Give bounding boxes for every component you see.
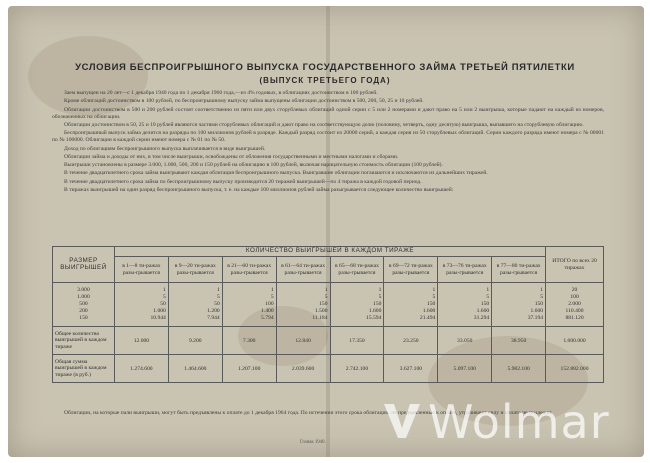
sum-value: 1.207.100: [222, 355, 276, 383]
sum-total: 152.882.000: [546, 355, 604, 383]
conditions-text: [52, 90, 604, 195]
period-header: в 61—64 ти-ражах разы-грывается: [276, 257, 330, 283]
cell-value: 1.600: [530, 308, 544, 315]
cell-value: 150: [319, 300, 328, 307]
count-value: 23.250: [384, 327, 438, 355]
total-header: ИТОГО по всех 20 тиражах: [546, 247, 604, 283]
cell-value: 150: [534, 300, 544, 307]
cell-value: 15.594: [366, 315, 382, 322]
count-value: 33.050: [438, 327, 492, 355]
period-values-cell: [438, 283, 492, 327]
cell-value: 5: [324, 293, 328, 300]
document-title: УСЛОВИЯ БЕСПРОИГРЫШНОГО ВЫПУСКА ГОСУДАРСТВЕННОГО ЗАЙМА ТРЕТЬЕЙ ПЯТИЛЕТКИ: [75, 62, 575, 73]
cell-value: 1: [378, 286, 382, 293]
cell-value: 50: [160, 300, 166, 307]
prize-sizes-cell: [53, 283, 115, 327]
prize-size: 150: [79, 315, 88, 322]
cell-value: 1.600: [476, 308, 490, 315]
sum-label: Общая сумма выигрышей в каждом тираже (в руб.): [53, 355, 115, 383]
cell-value: 1.400: [261, 308, 274, 315]
sum-value: 2.742.100: [330, 355, 384, 383]
paragraph: Доход по облигациям беспроигрышного выпуска выплачивается в виде выигрышей.: [64, 145, 266, 152]
count-value: 9.200: [168, 327, 222, 355]
cell-value: 150: [480, 300, 490, 307]
count-value: 17.350: [330, 327, 384, 355]
paragraph: Беспроигрышный выпуск займа делится на разряды по 100 миллионов рублей в разряде. Каждый разряд состоит из 20000 серий, а каждая серия из 50 сторублевых облигаций. Серии каждого разряда имеют номера с № 00001 по № 100000. Облигации в каждой серии имеют номера с № 01 по № 50.: [52, 130, 604, 144]
period-header: в 1—8 ти-ражах разы-грывается: [114, 257, 168, 283]
period-header: в 69—72 ти-ражах разы-грывается: [384, 257, 438, 283]
paragraph: Облигации достоинством в 50, 25 и 10 рублей являются частями сторублевых облигаций и дают право на соответствующую долю (половину, четверть, одну десятую) выигрыша, выпавшего на сторублевую облигацию.: [64, 121, 584, 128]
cell-value: 21.494: [419, 315, 436, 322]
bond-sheet: [8, 6, 644, 457]
prize-count-header: КОЛИЧЕСТВО ВЫИГРЫШЕЙ В КАЖДОМ ТИРАЖЕ: [114, 247, 545, 257]
count-value: 38.950: [492, 327, 546, 355]
cell-value: 1.200: [207, 308, 220, 315]
cell-value: 5: [216, 293, 220, 300]
cell-value: 31.294: [473, 315, 490, 322]
period-header: в 9—20 ти-ражах разы-грывается: [168, 257, 222, 283]
cell-value: 1: [163, 286, 166, 293]
sum-value: 1.274.600: [114, 355, 168, 383]
count-total: 1.000.000: [546, 327, 604, 355]
period-values-cell: [168, 283, 222, 327]
cell-value: 20: [571, 286, 578, 293]
cell-value: 11.184: [312, 315, 328, 322]
count-label: Общее количество выигрышей в каждом тираже: [53, 327, 115, 355]
period-values-cell: [492, 283, 546, 327]
period-header: в 73—76 ти-ражах разы-грывается: [438, 257, 492, 283]
cell-value: 150: [373, 300, 382, 307]
cell-value: 1.000: [153, 308, 166, 315]
period-values-cell: [222, 283, 276, 327]
prize-size-header: РАЗМЕР ВЫИГРЫШЕЙ: [53, 247, 115, 283]
prize-size: 500: [79, 300, 88, 307]
period-header: в 65—68 ти-ражах разы-грывается: [330, 257, 384, 283]
period-values-cell: [114, 283, 168, 327]
printer-mark: Гознак 1940.: [300, 440, 326, 445]
cell-value: 5: [163, 293, 166, 300]
cell-value: 100: [265, 300, 274, 307]
cell-value: 5: [540, 293, 544, 300]
cell-value: 2.000: [568, 300, 581, 307]
sum-row: [53, 355, 604, 383]
paragraph: Облигации займа и доходы от них, в том числе выигрыши, освобождены от обложения государственными и местными налогами и сборами.: [64, 153, 399, 160]
period-values-cell: [384, 283, 438, 327]
document-subtitle: (ВЫПУСК ТРЕТЬЕГО ГОДА): [259, 76, 391, 85]
cell-value: 1: [540, 286, 544, 293]
prize-size: 3.000: [77, 286, 90, 293]
count-row: [53, 327, 604, 355]
cell-value: 37.194: [527, 315, 544, 322]
center-fold: [326, 6, 330, 457]
prize-table: [52, 246, 604, 383]
footnote: Облигации, на которые пали выигрыши, могут быть предъявлены к оплате до 1 декабря 1964 года. По истечении этого срока облигации, не предъявленные к оплате, утрачивают силу и оплате не подлежат.: [64, 410, 553, 416]
prize-size: 1.000: [77, 293, 90, 300]
paragraph: Выигрыши установлены в размере 3.000, 1.000, 500, 200 и 150 рублей на облигацию в 100 рублей, включая нарицательную стоимость облигации (100 рублей).: [64, 162, 443, 169]
cell-value: 5: [486, 293, 490, 300]
sum-value: 2.039.600: [276, 355, 330, 383]
cell-value: 5.794: [261, 315, 274, 322]
cell-value: 1: [432, 286, 436, 293]
paragraph: В течение двадцатилетнего срока займа выигрывают каждая облигация беспроигрышного выпуска. Выигравшие облигации погашаются и исключаются из дальнейших тиражей.: [64, 170, 488, 177]
cell-value: 7.944: [207, 315, 220, 322]
paragraph: В тиражах выигрышей на один разряд беспроигрышного выпуска, т. е. на каждые 100 миллионов рублей займа разыгрывается следующее количество выигрышей:: [64, 187, 454, 193]
cell-value: 1: [270, 286, 274, 293]
prize-values-row: [53, 283, 604, 327]
sum-value: 5.097.100: [438, 355, 492, 383]
cell-value: 50: [214, 300, 220, 307]
sum-value: 5.982.100: [492, 355, 546, 383]
period-values-cell: [330, 283, 384, 327]
paragraph: Кроме облигаций достоинством в 100 рублей, по беспроигрышному выпуску займа выпущены облигации достоинством в 500, 200, 50, 25 и 10 рублей.: [64, 98, 424, 105]
paragraph: В течение двадцатилетнего срока займа по беспроигрышному выпуску производится 20 тиражей выигрышей—по 4 тиража в каждой годовой период.: [64, 178, 422, 185]
cell-value: 881.120: [565, 315, 584, 322]
cell-value: 1.500: [314, 308, 328, 315]
cell-value: 1: [324, 286, 328, 293]
period-header: в 21—60 ти-ражах разы-грывается: [222, 257, 276, 283]
paragraph: Заем выпущен на 20 лет—с 1 декабря 1940 года по 1 декабря 1960 года,—из 4% годовых, в облигациях достоинством в 100 рублей.: [64, 90, 378, 96]
cell-value: 150: [426, 300, 436, 307]
period-values-cell: [276, 283, 330, 327]
cell-value: 5: [270, 293, 274, 300]
cell-value: 5: [378, 293, 382, 300]
sum-value: 3.627.100: [384, 355, 438, 383]
count-value: 7.300: [222, 327, 276, 355]
cell-value: 5: [432, 293, 436, 300]
cell-value: 1: [216, 286, 220, 293]
cell-value: 1.600: [368, 308, 382, 315]
cell-value: 1: [486, 286, 490, 293]
cell-value: 110.400: [565, 308, 584, 315]
period-header: в 77—80 ти-ражах разы-грывается: [492, 257, 546, 283]
sum-value: 1.464.600: [168, 355, 222, 383]
watermark-text: Wolmar: [428, 395, 610, 449]
count-value: 12.840: [276, 327, 330, 355]
paragraph: Облигации достоинством в 500 и 200 рублей состоят соответственно из пяти или двух сторублевых облигаций одной серии с 5 или 2 номерами и дают право на 5 или 2 выигрыша, которые падают на каждый из номеров, обозначенных на облигации.: [52, 106, 604, 120]
wolmar-logo-icon: [380, 398, 424, 442]
cell-value: 10.944: [150, 315, 166, 322]
count-value: 12.000: [114, 327, 168, 355]
prize-size: 200: [79, 308, 88, 315]
total-values-cell: [546, 283, 604, 327]
cell-value: 100: [570, 293, 579, 300]
cell-value: 1.600: [422, 308, 436, 315]
